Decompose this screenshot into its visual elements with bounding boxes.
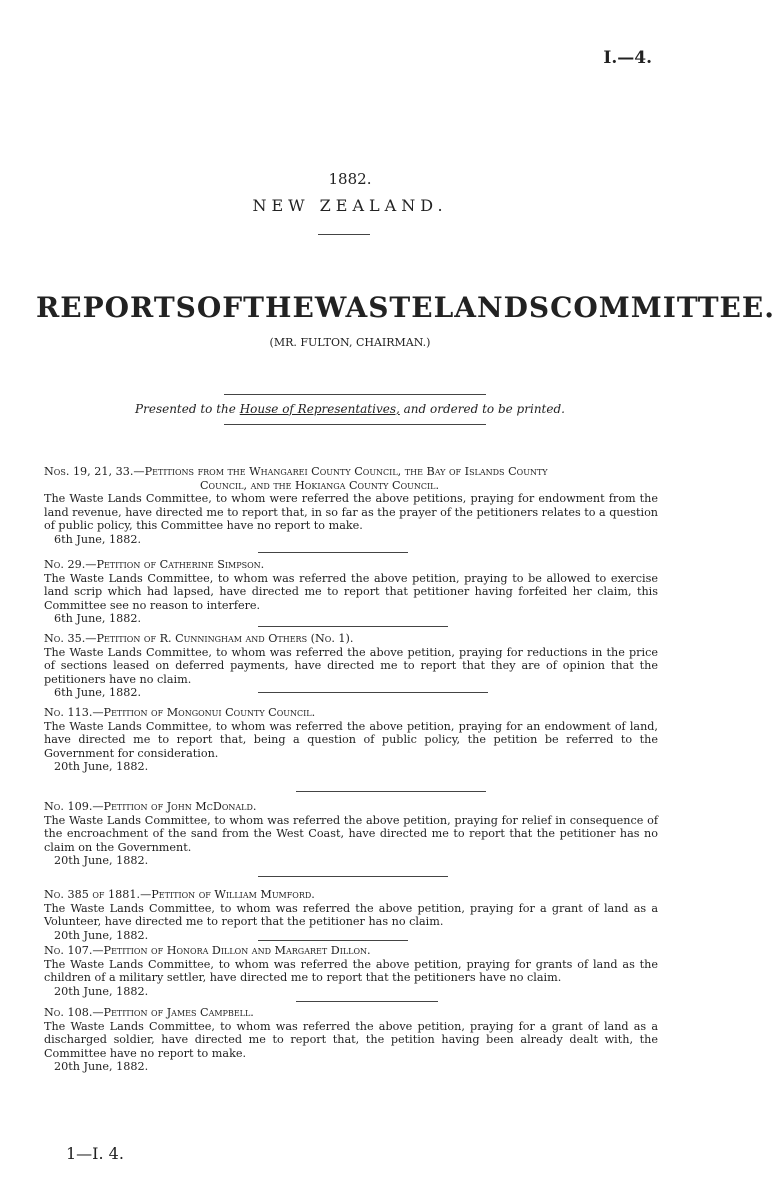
petition-entry [44, 1006, 658, 1074]
entry-date: 6th June, 1882. [54, 532, 142, 546]
entry-date: 6th June, 1882. [54, 612, 142, 625]
presented-house: House of Representatives, [239, 402, 400, 416]
title-word: OF [196, 291, 244, 324]
presented-line [0, 402, 700, 416]
title-word: THE [243, 291, 315, 324]
title-word: LANDS [433, 291, 551, 324]
petition-entry [44, 558, 658, 626]
title-word: COMMITTEE. [550, 291, 775, 324]
entry-body: The Waste Lands Committee, to whom were referred the above petitions, praying for endowment from the land revenue, have directed me to report that, in so far as the prayer of the petitioners relates to a question of public policy, this Committee have no report to make. [44, 492, 659, 532]
presented-prefix: Presented to the [135, 402, 236, 416]
entry-heading: No. 113.—Petition of Mongonui County Council. [44, 706, 316, 719]
document-title [36, 291, 775, 324]
divider [224, 394, 486, 395]
divider [224, 424, 486, 425]
divider [258, 626, 448, 627]
divider [258, 940, 408, 941]
divider [296, 791, 486, 792]
entry-body: The Waste Lands Committee, to whom was referred the above petition, praying for a grant of land as a Volunteer, have directed me to report that the petitioner has no claim. [44, 901, 658, 928]
entry-heading: No. 385 of 1881.—Petition of William Mumford. [44, 888, 315, 901]
page-reference: I.—4. [603, 48, 652, 68]
entry-body: The Waste Lands Committee, to whom was referred the above petition, praying for a grant of land as a discharged soldier, have directed me to report that, the petition having been already dealt with, the Committee have no report to make. [44, 1019, 658, 1060]
petition-entry [44, 632, 658, 700]
petition-entry [44, 800, 658, 868]
petition-entry [44, 465, 658, 546]
year: 1882. [328, 170, 372, 188]
title-word: WASTE [314, 291, 434, 324]
page-footer: 1—I. 4. [66, 1144, 124, 1163]
entry-heading: No. 29.—Petition of Catherine Simpson. [44, 558, 265, 571]
entry-body: The Waste Lands Committee, to whom was referred the above petition, praying for grants of land as the children of a military settler, have directed me to report that the petitioners have no claim. [44, 957, 658, 984]
country-title: NEW ZEALAND. [252, 196, 448, 215]
entry-heading: Nos. 19, 21, 33.—Petitions from the Whangarei County Council, the Bay of Islands County [44, 465, 548, 478]
presented-suffix: and ordered to be printed. [403, 402, 565, 416]
entry-heading: No. 108.—Petition of James Campbell. [44, 1006, 254, 1019]
petition-entry [44, 888, 658, 942]
title-word: REPORTS [36, 291, 197, 324]
entry-date: 20th June, 1882. [54, 928, 149, 942]
entry-body: The Waste Lands Committee, to whom was referred the above petition, praying for an endowment of land, have directed me to report that, being a question of public policy, the petition be referred to the Government for consideration. [44, 719, 658, 760]
entry-date: 20th June, 1882. [54, 1060, 149, 1073]
entry-date: 20th June, 1882. [54, 854, 149, 867]
entry-heading: No. 35.—Petition of R. Cunningham and Others (No. 1). [44, 632, 354, 645]
entry-body: The Waste Lands Committee, to whom was referred the above petition, praying to be allowed to exercise land scrip which had lapsed, have directed me to report that petitioner having forfeited her claim, this Committee see no reason to interfere. [44, 571, 658, 612]
petition-entry [44, 944, 658, 998]
divider [318, 234, 370, 235]
divider [296, 1001, 438, 1002]
entry-heading: Council, and the Hokianga County Council. [200, 478, 440, 492]
petition-entry [44, 706, 658, 774]
entry-heading: No. 107.—Petition of Honora Dillon and Margaret Dillon. [44, 944, 371, 957]
entry-date: 20th June, 1882. [54, 760, 149, 773]
entry-date: 20th June, 1882. [54, 984, 149, 998]
divider [258, 552, 408, 553]
divider [258, 876, 448, 877]
chairman-line: (MR. FULTON, CHAIRMAN.) [269, 336, 431, 349]
entry-body: The Waste Lands Committee, to whom was referred the above petition, praying for reductions in the price of sections leased on deferred payments, have directed me to report that they are of opinion that the petitioners have no claim. [44, 645, 658, 686]
entry-body: The Waste Lands Committee, to whom was referred the above petition, praying for relief in consequence of the encroachment of the sand from the West Coast, have directed me to report that the petitioner has no claim on the Government. [44, 813, 658, 854]
entry-heading: No. 109.—Petition of John McDonald. [44, 800, 257, 813]
entry-date: 6th June, 1882. [54, 686, 142, 699]
divider [258, 692, 488, 693]
